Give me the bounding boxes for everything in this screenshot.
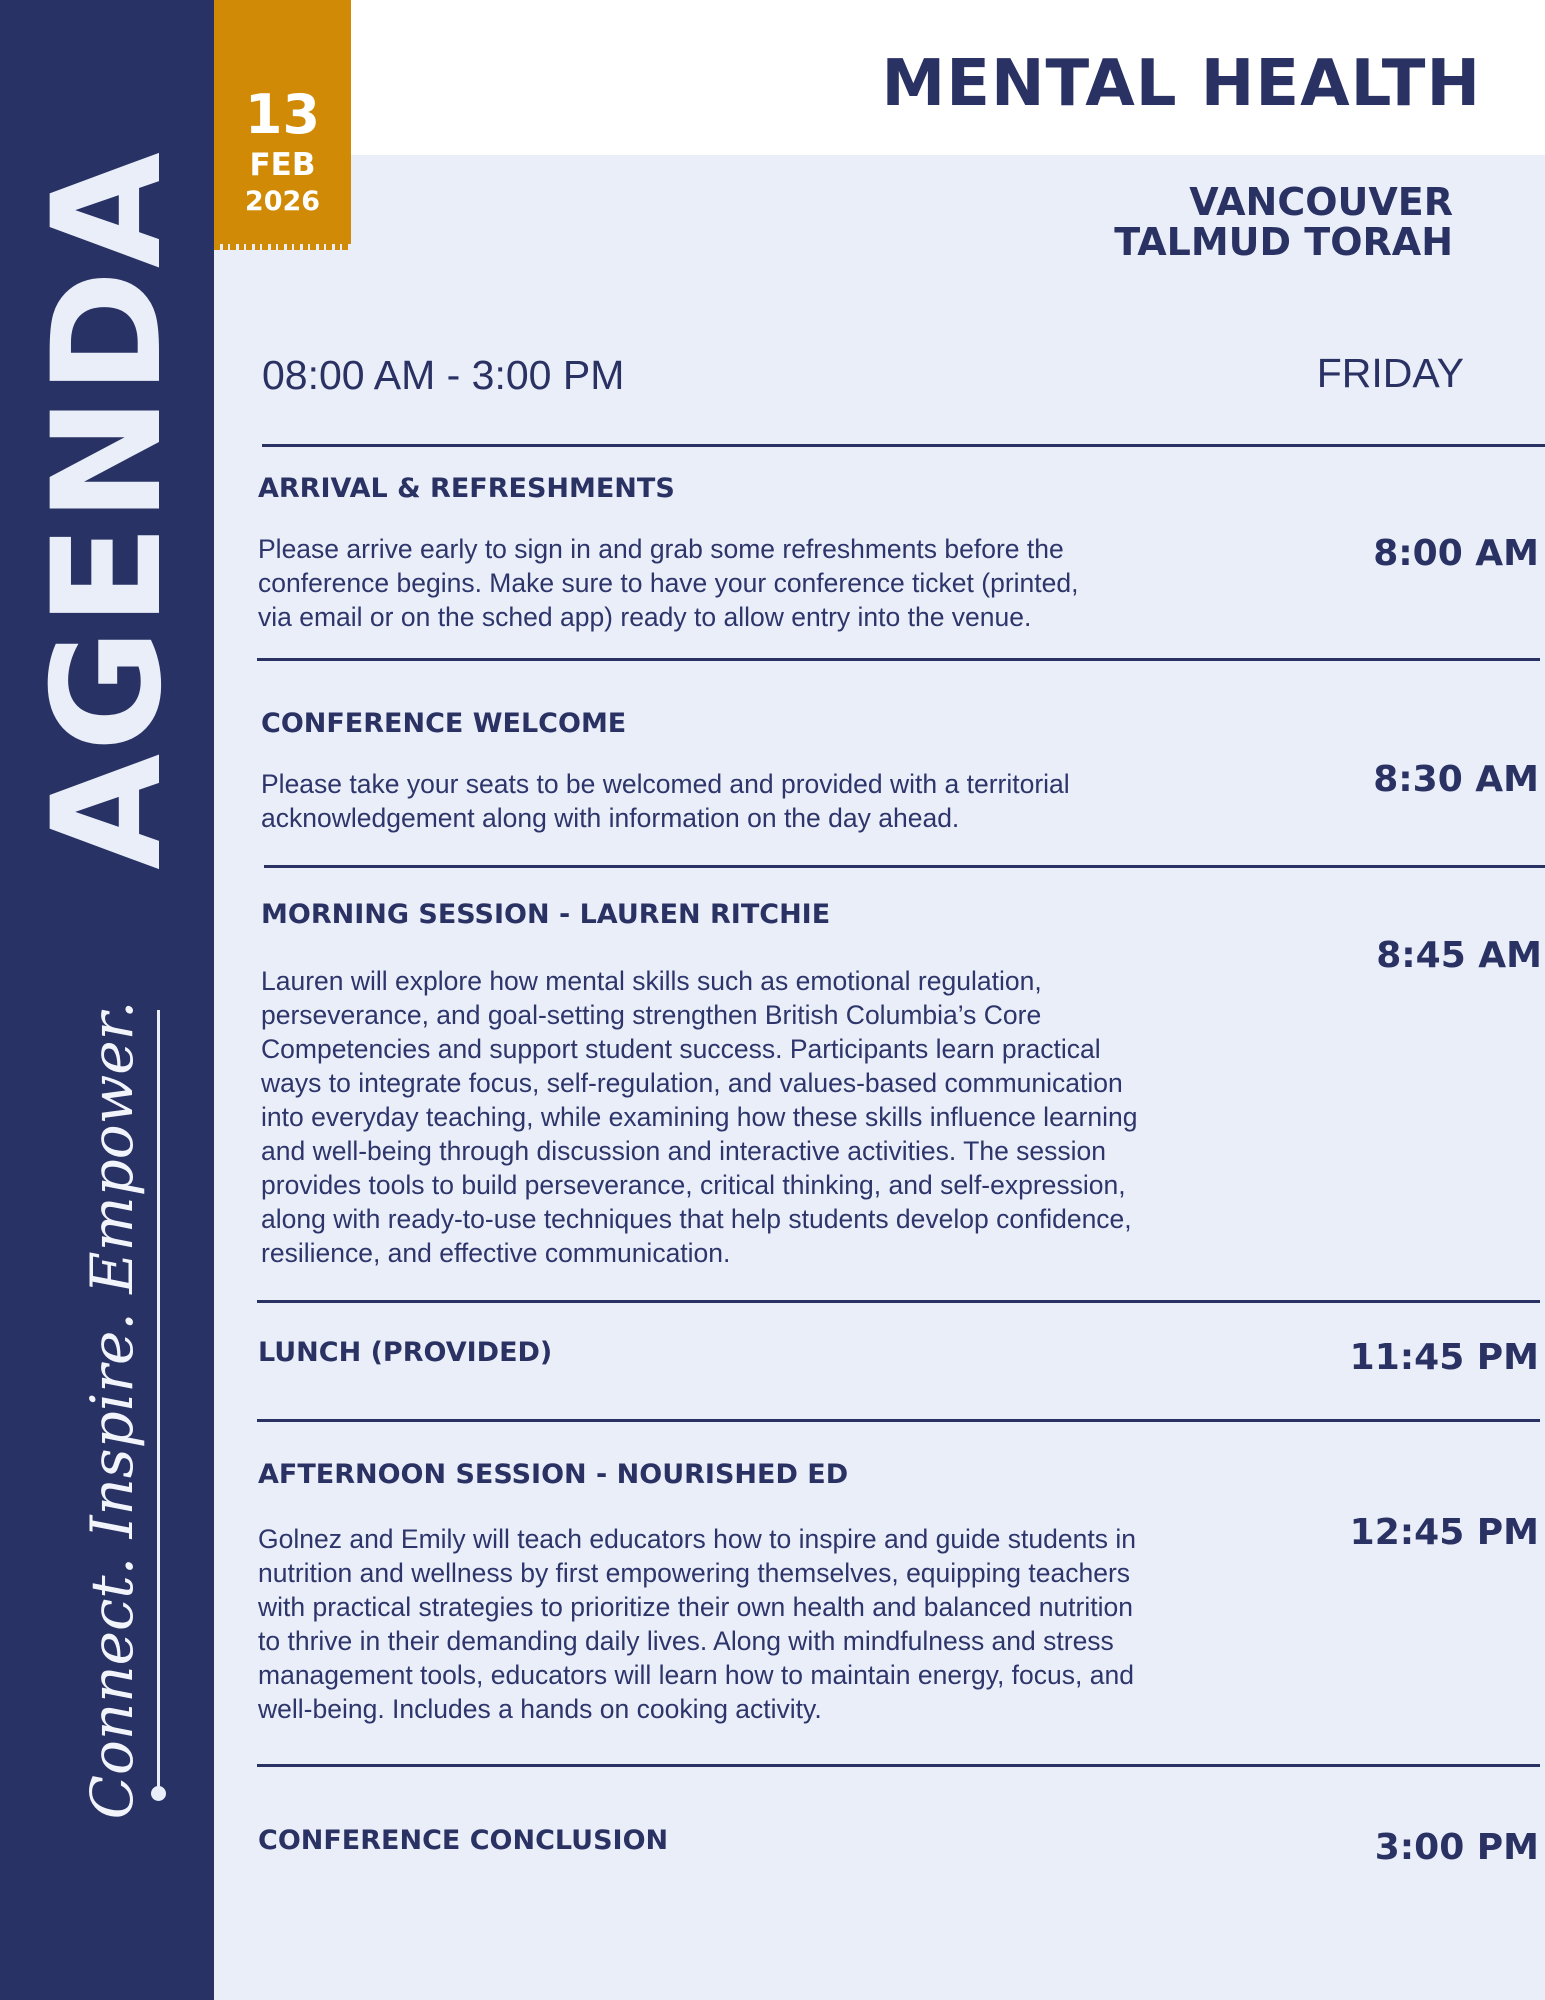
agenda-item-time: 3:00 PM <box>1374 1827 1539 1868</box>
event-hours: 08:00 AM - 3:00 PM <box>262 352 625 398</box>
tagline: Connect. Inspire. Empower. <box>78 1000 146 1820</box>
agenda-item-time: 11:45 PM <box>1349 1337 1539 1378</box>
agenda-item-title: ARRIVAL & REFRESHMENTS <box>258 473 675 504</box>
agenda-item-title: LUNCH (PROVIDED) <box>258 1337 553 1368</box>
agenda-item-title: AFTERNOON SESSION - NOURISHED ED <box>258 1459 849 1490</box>
date-day: 13 <box>244 83 321 146</box>
agenda-item-description: Golnez and Emily will teach educators how to inspire and guide students in nutrition and wellness by first empowering themselves, equipping teachers with practical strategies to prioritize their own health and balanced nutrition to thrive in their demanding daily lives. Along with mindfulness and stress management tools, educators will learn how to maintain energy, focus, and well-being. Includes a hands on cooking activity. <box>258 1524 1136 1724</box>
agenda-item-time: 12:45 PM <box>1349 1512 1539 1553</box>
tagline-dot <box>151 1786 166 1801</box>
divider <box>264 865 1545 868</box>
divider <box>257 658 1540 661</box>
divider <box>257 1419 1540 1422</box>
event-weekday: FRIDAY <box>1316 350 1464 396</box>
torn-edge <box>214 240 351 250</box>
page-title: MENTAL HEALTH <box>881 47 1481 121</box>
divider <box>257 1300 1540 1303</box>
agenda-item-title: CONFERENCE CONCLUSION <box>258 1825 669 1856</box>
divider <box>257 1764 1540 1767</box>
agenda-item-time: 8:45 AM <box>1376 935 1542 976</box>
sidebar <box>0 0 214 2000</box>
agenda-item-description: Please take your seats to be welcomed and provided with a territorial acknowledgement along with information on the day ahead. <box>261 769 1070 833</box>
venue-line-2: TALMUD TORAH <box>1114 220 1453 264</box>
agenda-item-time: 8:00 AM <box>1373 533 1539 574</box>
agenda-heading: AGENDA <box>21 150 195 870</box>
venue-line-1: VANCOUVER <box>1189 180 1453 224</box>
date-badge <box>214 0 351 244</box>
agenda-item-title: MORNING SESSION - LAUREN RITCHIE <box>261 899 831 930</box>
divider <box>262 444 1545 447</box>
agenda-item-description: Lauren will explore how mental skills such as emotional regulation, perseverance, and goal-setting strengthen British Columbia’s Core Competencies and support student success. Participants learn practical ways to integrate focus, self-regulation, and values-based communication into everyday teaching, while examining how these skills influence learning and well-being through discussion and interactive activities. The session provides tools to build perseverance, critical thinking, and self-expression, along with ready-to-use techniques that help students develop confidence, resilience, and effective communication. <box>261 966 1138 1268</box>
venue <box>1114 182 1453 262</box>
tagline-divider <box>157 1010 160 1790</box>
date-year: 2026 <box>244 186 321 217</box>
agenda-item-time: 8:30 AM <box>1373 759 1539 800</box>
agenda-item-description: Please arrive early to sign in and grab some refreshments before the conference begins. Make sure to have your conference ticket (printed, via email or on the sched app) ready to allow entry into the venue. <box>258 534 1079 632</box>
date-month: FEB <box>249 147 316 183</box>
agenda-item-title: CONFERENCE WELCOME <box>261 708 627 739</box>
